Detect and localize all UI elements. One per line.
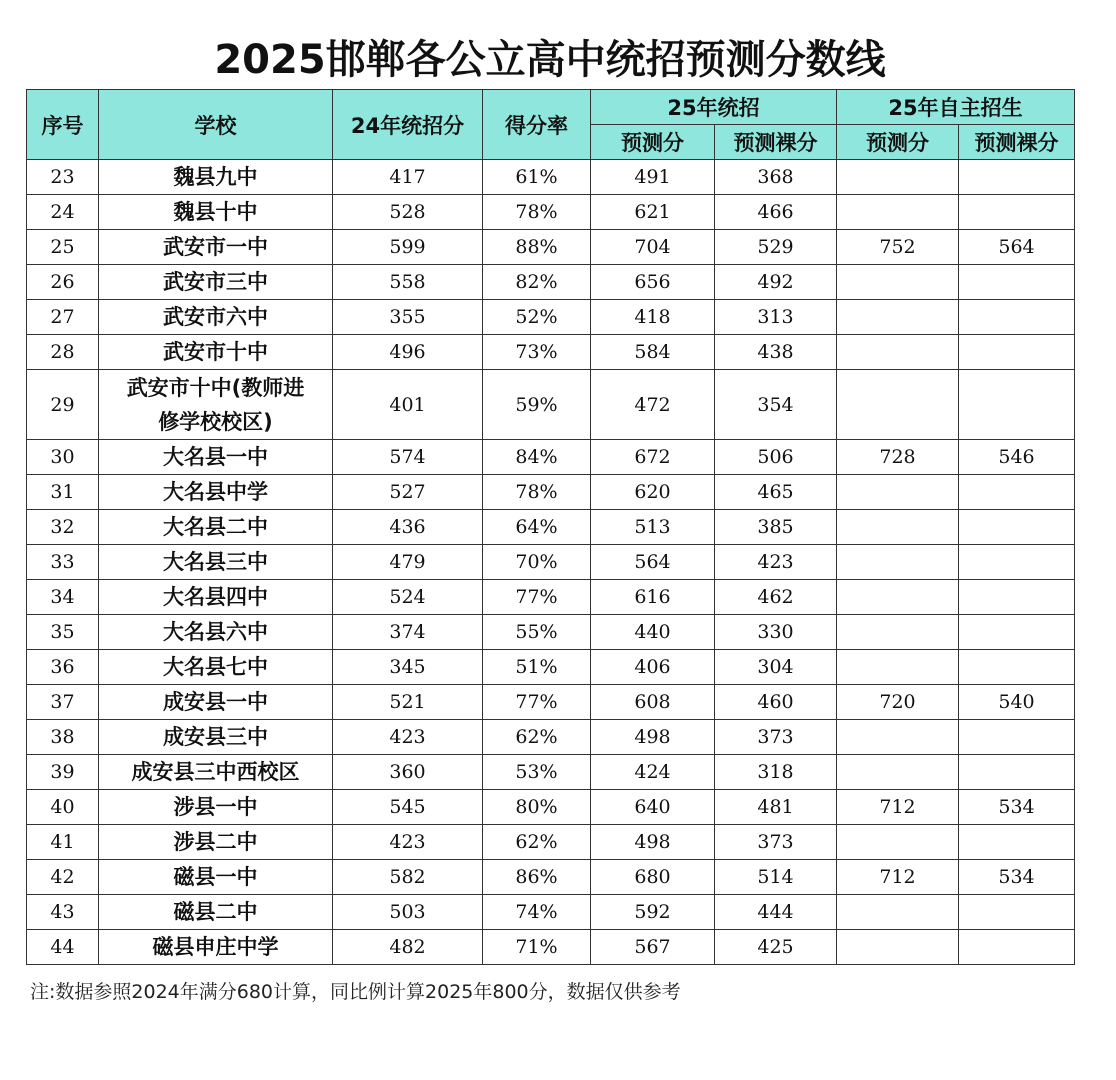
table-row	[27, 755, 1075, 790]
header-score24: 24年统招分	[333, 90, 483, 160]
cell-self-pred: 720	[837, 685, 959, 720]
cell-score24: 545	[333, 790, 483, 825]
table-row	[27, 230, 1075, 265]
cell-rate: 70%	[483, 545, 591, 580]
cell-score24: 574	[333, 440, 483, 475]
cell-self-pred: 712	[837, 790, 959, 825]
cell-school: 大名县七中	[99, 650, 333, 685]
cell-pred: 440	[591, 615, 715, 650]
cell-rate: 78%	[483, 475, 591, 510]
cell-self-raw	[959, 265, 1075, 300]
cell-rate: 62%	[483, 720, 591, 755]
cell-raw: 368	[715, 160, 837, 195]
cell-self-pred: 712	[837, 860, 959, 895]
table-row	[27, 895, 1075, 930]
table-row	[27, 510, 1075, 545]
header-group25-pred: 预测分	[591, 125, 715, 160]
cell-rate: 78%	[483, 195, 591, 230]
cell-raw: 438	[715, 335, 837, 370]
table-row	[27, 860, 1075, 895]
table-row	[27, 160, 1075, 195]
cell-seq: 30	[27, 440, 99, 475]
header-seq: 序号	[27, 90, 99, 160]
cell-rate: 53%	[483, 755, 591, 790]
table-row	[27, 370, 1075, 440]
cell-pred: 680	[591, 860, 715, 895]
cell-self-raw	[959, 370, 1075, 440]
cell-self-raw: 564	[959, 230, 1075, 265]
cell-school: 大名县中学	[99, 475, 333, 510]
cell-school: 大名县一中	[99, 440, 333, 475]
cell-seq: 36	[27, 650, 99, 685]
cell-school: 武安市六中	[99, 300, 333, 335]
cell-self-raw	[959, 930, 1075, 965]
cell-school: 涉县二中	[99, 825, 333, 860]
cell-self-pred	[837, 370, 959, 440]
cell-school: 武安市三中	[99, 265, 333, 300]
cell-raw: 304	[715, 650, 837, 685]
cell-seq: 34	[27, 580, 99, 615]
cell-self-raw	[959, 545, 1075, 580]
table-row	[27, 825, 1075, 860]
table-row	[27, 615, 1075, 650]
table-row	[27, 685, 1075, 720]
cell-rate: 84%	[483, 440, 591, 475]
cell-self-pred	[837, 615, 959, 650]
cell-seq: 32	[27, 510, 99, 545]
cell-self-pred	[837, 825, 959, 860]
cell-score24: 599	[333, 230, 483, 265]
cell-rate: 77%	[483, 580, 591, 615]
cell-seq: 28	[27, 335, 99, 370]
cell-school: 成安县一中	[99, 685, 333, 720]
cell-pred: 640	[591, 790, 715, 825]
cell-school: 成安县三中西校区	[99, 755, 333, 790]
cell-pred: 513	[591, 510, 715, 545]
header-group25: 25年统招	[591, 90, 837, 125]
cell-self-raw	[959, 720, 1075, 755]
cell-pred: 498	[591, 825, 715, 860]
cell-seq: 23	[27, 160, 99, 195]
cell-pred: 616	[591, 580, 715, 615]
cell-seq: 37	[27, 685, 99, 720]
cell-self-pred	[837, 580, 959, 615]
cell-raw: 354	[715, 370, 837, 440]
cell-seq: 41	[27, 825, 99, 860]
table-body	[27, 160, 1075, 965]
cell-school: 涉县一中	[99, 790, 333, 825]
cell-rate: 71%	[483, 930, 591, 965]
cell-school: 大名县二中	[99, 510, 333, 545]
cell-seq: 42	[27, 860, 99, 895]
cell-pred: 418	[591, 300, 715, 335]
cell-school: 大名县六中	[99, 615, 333, 650]
cell-self-pred	[837, 265, 959, 300]
cell-self-raw	[959, 510, 1075, 545]
cell-self-pred: 728	[837, 440, 959, 475]
cell-raw: 444	[715, 895, 837, 930]
cell-pred: 564	[591, 545, 715, 580]
cell-score24: 582	[333, 860, 483, 895]
cell-score24: 524	[333, 580, 483, 615]
cell-pred: 567	[591, 930, 715, 965]
cell-raw: 514	[715, 860, 837, 895]
cell-seq: 26	[27, 265, 99, 300]
table-row	[27, 195, 1075, 230]
table-row	[27, 720, 1075, 755]
cell-seq: 43	[27, 895, 99, 930]
table-row	[27, 440, 1075, 475]
header-school: 学校	[99, 90, 333, 160]
cell-seq: 38	[27, 720, 99, 755]
cell-pred: 424	[591, 755, 715, 790]
cell-rate: 61%	[483, 160, 591, 195]
school-name-line: 修学校校区)	[158, 409, 273, 434]
cell-self-pred	[837, 650, 959, 685]
cell-school	[99, 370, 333, 440]
cell-seq: 44	[27, 930, 99, 965]
cell-self-pred	[837, 545, 959, 580]
header-group25-raw: 预测裸分	[715, 125, 837, 160]
cell-raw: 373	[715, 825, 837, 860]
cell-score24: 482	[333, 930, 483, 965]
cell-pred: 584	[591, 335, 715, 370]
cell-rate: 74%	[483, 895, 591, 930]
table-row	[27, 580, 1075, 615]
table-row	[27, 650, 1075, 685]
cell-school: 魏县十中	[99, 195, 333, 230]
cell-raw: 385	[715, 510, 837, 545]
cell-self-pred	[837, 930, 959, 965]
cell-raw: 462	[715, 580, 837, 615]
cell-seq: 24	[27, 195, 99, 230]
table-row	[27, 545, 1075, 580]
cell-raw: 529	[715, 230, 837, 265]
cell-raw: 318	[715, 755, 837, 790]
cell-pred: 472	[591, 370, 715, 440]
cell-school: 大名县四中	[99, 580, 333, 615]
cell-score24: 496	[333, 335, 483, 370]
cell-self-raw	[959, 195, 1075, 230]
cell-school: 成安县三中	[99, 720, 333, 755]
cell-self-pred	[837, 195, 959, 230]
cell-rate: 62%	[483, 825, 591, 860]
cell-rate: 55%	[483, 615, 591, 650]
cell-score24: 528	[333, 195, 483, 230]
cell-self-raw: 540	[959, 685, 1075, 720]
cell-seq: 29	[27, 370, 99, 440]
header-group-self: 25年自主招生	[837, 90, 1075, 125]
cell-self-pred	[837, 475, 959, 510]
cell-pred: 491	[591, 160, 715, 195]
cell-score24: 401	[333, 370, 483, 440]
cell-raw: 506	[715, 440, 837, 475]
cell-score24: 417	[333, 160, 483, 195]
cell-rate: 86%	[483, 860, 591, 895]
cell-seq: 39	[27, 755, 99, 790]
cell-self-raw	[959, 475, 1075, 510]
cell-self-raw: 534	[959, 790, 1075, 825]
cell-self-pred: 752	[837, 230, 959, 265]
table-row	[27, 475, 1075, 510]
header-group-self-raw: 预测裸分	[959, 125, 1075, 160]
cell-self-pred	[837, 335, 959, 370]
cell-score24: 436	[333, 510, 483, 545]
cell-rate: 51%	[483, 650, 591, 685]
cell-rate: 64%	[483, 510, 591, 545]
cell-rate: 88%	[483, 230, 591, 265]
cell-raw: 492	[715, 265, 837, 300]
cell-self-raw: 534	[959, 860, 1075, 895]
cell-rate: 77%	[483, 685, 591, 720]
cell-seq: 40	[27, 790, 99, 825]
cell-raw: 423	[715, 545, 837, 580]
cell-self-raw	[959, 580, 1075, 615]
cell-self-raw	[959, 160, 1075, 195]
cell-school: 武安市十中	[99, 335, 333, 370]
table-row	[27, 930, 1075, 965]
school-name-line: 武安市十中(教师进	[126, 375, 305, 400]
cell-seq: 25	[27, 230, 99, 265]
cell-rate: 80%	[483, 790, 591, 825]
footnote: 注:数据参照2024年满分680计算，同比例计算2025年800分，数据仅供参考	[30, 981, 681, 1003]
cell-self-pred	[837, 755, 959, 790]
cell-score24: 345	[333, 650, 483, 685]
cell-self-raw: 546	[959, 440, 1075, 475]
score-table	[26, 89, 1075, 965]
cell-self-raw	[959, 335, 1075, 370]
cell-score24: 527	[333, 475, 483, 510]
cell-score24: 423	[333, 825, 483, 860]
cell-pred: 656	[591, 265, 715, 300]
cell-seq: 35	[27, 615, 99, 650]
cell-self-raw	[959, 300, 1075, 335]
table-row	[27, 335, 1075, 370]
table-row	[27, 265, 1075, 300]
cell-pred: 621	[591, 195, 715, 230]
cell-score24: 360	[333, 755, 483, 790]
cell-seq: 33	[27, 545, 99, 580]
cell-pred: 704	[591, 230, 715, 265]
cell-seq: 31	[27, 475, 99, 510]
header-group-self-pred: 预测分	[837, 125, 959, 160]
cell-school: 魏县九中	[99, 160, 333, 195]
cell-rate: 73%	[483, 335, 591, 370]
cell-rate: 59%	[483, 370, 591, 440]
table-row	[27, 300, 1075, 335]
cell-self-pred	[837, 160, 959, 195]
cell-school: 磁县二中	[99, 895, 333, 930]
cell-self-raw	[959, 650, 1075, 685]
cell-school: 武安市一中	[99, 230, 333, 265]
cell-pred: 608	[591, 685, 715, 720]
table-row	[27, 790, 1075, 825]
cell-raw: 330	[715, 615, 837, 650]
header-rate: 得分率	[483, 90, 591, 160]
cell-raw: 465	[715, 475, 837, 510]
cell-score24: 479	[333, 545, 483, 580]
cell-school: 大名县三中	[99, 545, 333, 580]
cell-raw: 313	[715, 300, 837, 335]
cell-self-raw	[959, 755, 1075, 790]
cell-school: 磁县申庄中学	[99, 930, 333, 965]
cell-raw: 373	[715, 720, 837, 755]
cell-score24: 558	[333, 265, 483, 300]
cell-seq: 27	[27, 300, 99, 335]
cell-school: 磁县一中	[99, 860, 333, 895]
cell-pred: 620	[591, 475, 715, 510]
cell-self-pred	[837, 510, 959, 545]
cell-pred: 592	[591, 895, 715, 930]
cell-raw: 460	[715, 685, 837, 720]
cell-self-pred	[837, 720, 959, 755]
cell-score24: 423	[333, 720, 483, 755]
cell-self-raw	[959, 825, 1075, 860]
cell-self-pred	[837, 300, 959, 335]
cell-score24: 374	[333, 615, 483, 650]
cell-self-raw	[959, 615, 1075, 650]
cell-score24: 503	[333, 895, 483, 930]
cell-raw: 466	[715, 195, 837, 230]
page-title: 2025邯郸各公立高中统招预测分数线	[214, 37, 886, 83]
cell-rate: 52%	[483, 300, 591, 335]
cell-self-raw	[959, 895, 1075, 930]
cell-pred: 672	[591, 440, 715, 475]
cell-score24: 521	[333, 685, 483, 720]
cell-raw: 425	[715, 930, 837, 965]
cell-score24: 355	[333, 300, 483, 335]
table-header	[27, 90, 1075, 160]
cell-raw: 481	[715, 790, 837, 825]
cell-pred: 406	[591, 650, 715, 685]
cell-self-pred	[837, 895, 959, 930]
cell-pred: 498	[591, 720, 715, 755]
cell-rate: 82%	[483, 265, 591, 300]
